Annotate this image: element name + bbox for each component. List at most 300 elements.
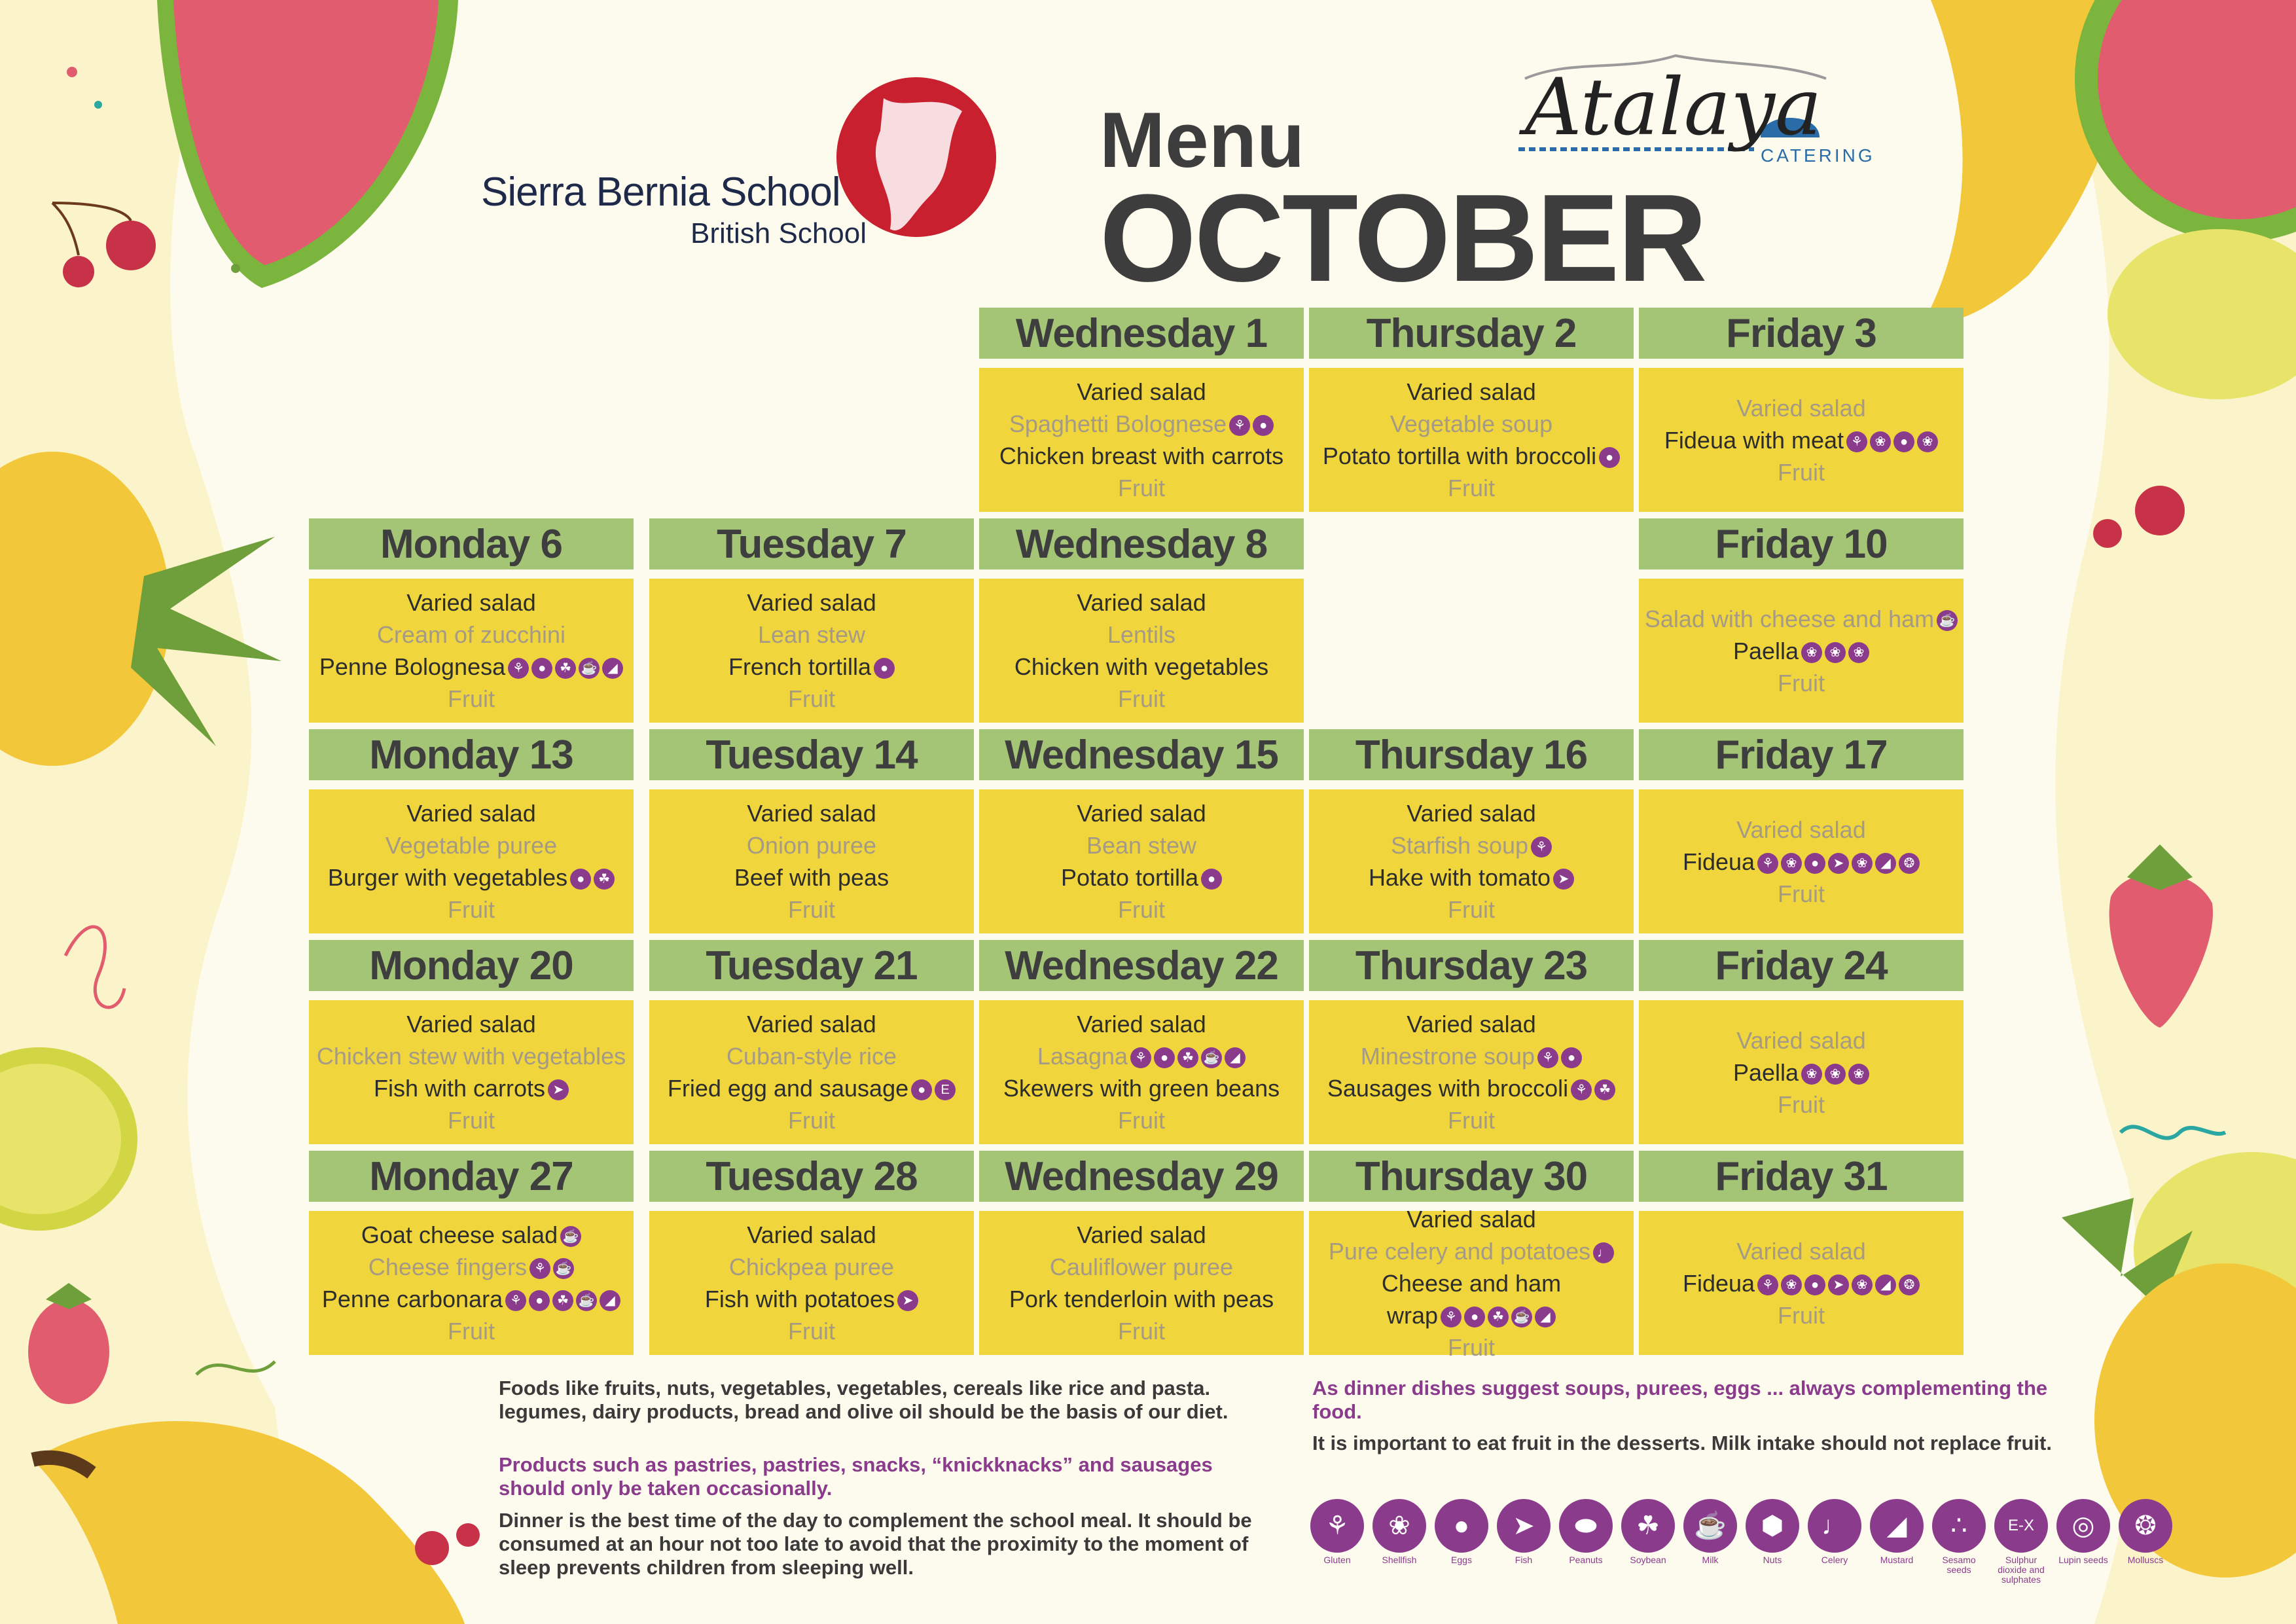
allergen-label: Mustard bbox=[1880, 1555, 1914, 1565]
dish-line bbox=[999, 440, 1283, 472]
fish-icon: ➤ bbox=[1828, 853, 1849, 874]
gluten-icon: ⚘ bbox=[1571, 1079, 1592, 1100]
dish-line bbox=[1369, 861, 1574, 893]
dish-line bbox=[1778, 456, 1825, 488]
dish-line bbox=[1407, 376, 1535, 408]
dish-name: Fruit bbox=[1118, 685, 1165, 712]
mustard-icon: ◢ bbox=[1535, 1307, 1556, 1327]
dish-line bbox=[734, 861, 889, 893]
dish-name: wrap bbox=[1386, 1301, 1439, 1329]
eggs-icon: ● bbox=[911, 1079, 932, 1100]
dish-line bbox=[747, 586, 876, 619]
dish-line bbox=[747, 829, 876, 861]
dish-line bbox=[377, 619, 565, 651]
dish-line bbox=[1448, 472, 1495, 504]
dish-line bbox=[1086, 829, 1196, 861]
shellfish-icon: ❀ bbox=[1852, 1274, 1873, 1295]
shellfish-icon: ❀ bbox=[1781, 1274, 1802, 1295]
day-header: Wednesday 15 bbox=[979, 729, 1304, 780]
dish-line bbox=[1327, 1072, 1615, 1104]
dish-name: Varied salad bbox=[406, 1011, 536, 1038]
dish-name: Fideua bbox=[1682, 848, 1755, 875]
allergen-item bbox=[1308, 1499, 1367, 1565]
dish-name: Cheese and ham bbox=[1381, 1269, 1562, 1297]
dish-name: Varied salad bbox=[1407, 1205, 1536, 1233]
dish-line bbox=[1778, 1089, 1825, 1121]
day-menu-cell bbox=[1639, 1000, 1964, 1144]
dish-name: Cuban-style rice bbox=[726, 1043, 897, 1070]
eggs-icon: ● bbox=[570, 869, 591, 890]
dish-line bbox=[1061, 861, 1222, 893]
dish-name: Potato tortilla bbox=[1060, 864, 1199, 891]
dish-line bbox=[1118, 893, 1165, 926]
dish-line bbox=[1407, 1203, 1535, 1235]
dish-name: Varied salad bbox=[406, 800, 536, 827]
dish-name: Varied salad bbox=[1077, 378, 1206, 405]
dish-line bbox=[386, 829, 557, 861]
dish-line bbox=[1118, 1104, 1165, 1136]
shellfish-icon: ❀ bbox=[1781, 853, 1802, 874]
sulphites-icon: E-X bbox=[1994, 1499, 2048, 1553]
dish-line bbox=[1778, 667, 1825, 699]
dish-name: Fideua bbox=[1682, 1269, 1755, 1297]
dish-line bbox=[788, 893, 835, 926]
dish-name: Varied salad bbox=[1407, 1011, 1536, 1038]
day-header: Wednesday 22 bbox=[979, 940, 1304, 991]
dish-name: Fruit bbox=[448, 1318, 495, 1344]
day-header: Thursday 2 bbox=[1309, 308, 1634, 359]
gluten-icon: ⚘ bbox=[1537, 1047, 1558, 1068]
fish-icon: ➤ bbox=[1828, 1274, 1849, 1295]
dish-line bbox=[1118, 683, 1165, 715]
allergen-label: Gluten bbox=[1323, 1555, 1351, 1565]
eggs-icon: ● bbox=[1253, 415, 1274, 436]
dish-name: Fruit bbox=[788, 1318, 835, 1344]
dish-line bbox=[368, 1251, 574, 1283]
milk-icon: ☕ bbox=[1937, 610, 1958, 631]
day-menu-cell bbox=[979, 1000, 1304, 1144]
mustard-icon: ◢ bbox=[600, 1290, 620, 1311]
dish-name: Potato tortilla with broccoli bbox=[1322, 442, 1597, 469]
dish-line bbox=[788, 683, 835, 715]
allergen-label: Sesamo seeds bbox=[1942, 1555, 1976, 1575]
shellfish-icon: ❀ bbox=[1848, 642, 1869, 663]
dish-name: Fruit bbox=[1118, 475, 1165, 501]
dish-name: Fruit bbox=[1448, 1107, 1495, 1134]
allergen-label: Shellfish bbox=[1382, 1555, 1417, 1565]
dish-name: Varied salad bbox=[747, 1011, 876, 1038]
dish-line bbox=[1645, 603, 1958, 635]
dish-line bbox=[1387, 1299, 1556, 1331]
allergen-label: Lupin seeds bbox=[2058, 1555, 2108, 1565]
school-globe-logo bbox=[836, 77, 996, 237]
soybean-icon: ☘ bbox=[594, 869, 615, 890]
note-dinner-suggestions: As dinner dishes suggest soups, purees, eggs ... always complementing the food. bbox=[1312, 1377, 2048, 1423]
gluten-icon: ⚘ bbox=[1310, 1499, 1364, 1553]
dish-name: Fruit bbox=[1448, 475, 1495, 501]
dish-line bbox=[1037, 1040, 1246, 1072]
day-menu-cell bbox=[1639, 579, 1964, 723]
shellfish-icon: ❀ bbox=[1801, 1064, 1822, 1085]
milk-icon: ☕ bbox=[576, 1290, 597, 1311]
soybean-icon: ☘ bbox=[1488, 1307, 1509, 1327]
dish-line bbox=[1448, 893, 1495, 926]
soybean-icon: ☘ bbox=[552, 1290, 573, 1311]
dish-line bbox=[1683, 1267, 1920, 1299]
fish-icon: ➤ bbox=[1497, 1499, 1551, 1553]
dish-line bbox=[317, 1040, 626, 1072]
day-menu-cell bbox=[979, 1211, 1304, 1355]
dish-name: Fish with carrots bbox=[373, 1075, 546, 1102]
gluten-icon: ⚘ bbox=[508, 658, 529, 679]
dish-line bbox=[788, 1104, 835, 1136]
dish-name: Varied salad bbox=[747, 800, 876, 827]
day-header: Tuesday 14 bbox=[649, 729, 974, 780]
mustard-icon: ◢ bbox=[602, 658, 623, 679]
day-menu-cell bbox=[1309, 1205, 1634, 1361]
dish-line bbox=[1107, 619, 1175, 651]
allergen-item bbox=[1556, 1499, 1615, 1565]
page-title: Menu bbox=[1100, 96, 1305, 184]
dish-line bbox=[448, 1104, 495, 1136]
note-occasional-foods: Products such as pastries, pastries, snacks, “knickknacks” and sausages should only be taken occasionally. bbox=[499, 1453, 1213, 1500]
dish-name: Varied salad bbox=[1077, 800, 1206, 827]
shellfish-icon: ❀ bbox=[1825, 1064, 1846, 1085]
mustard-icon: ◢ bbox=[1870, 1499, 1924, 1553]
allergen-label: Celery bbox=[1821, 1555, 1848, 1565]
dish-line bbox=[668, 1072, 956, 1104]
celery-icon: ♩ bbox=[1593, 1242, 1614, 1263]
molluscs-icon: ❂ bbox=[1899, 1274, 1920, 1295]
day-menu-cell bbox=[1309, 368, 1634, 512]
milk-icon: ☕ bbox=[1683, 1499, 1737, 1553]
day-header: Thursday 30 bbox=[1309, 1151, 1634, 1202]
allergen-label: Molluscs bbox=[2127, 1555, 2164, 1565]
dish-line bbox=[1014, 651, 1268, 683]
dish-line bbox=[1009, 1283, 1274, 1315]
day-menu-cell bbox=[309, 1211, 634, 1355]
dish-name: Fruit bbox=[1118, 896, 1165, 923]
dish-line bbox=[1736, 1024, 1865, 1056]
eggs-icon: ● bbox=[1599, 447, 1620, 468]
watermelon-illustration bbox=[157, 0, 458, 288]
dish-line bbox=[448, 893, 495, 926]
soybean-icon: ☘ bbox=[555, 658, 576, 679]
gluten-icon: ⚘ bbox=[1846, 431, 1867, 452]
dish-line bbox=[1329, 1235, 1614, 1267]
dish-line bbox=[1118, 1315, 1165, 1347]
dish-line bbox=[1077, 1219, 1206, 1251]
dish-name: Burger with vegetables bbox=[327, 864, 568, 891]
eggs-icon: ● bbox=[531, 658, 552, 679]
dish-line bbox=[406, 797, 535, 829]
shellfish-icon: ❀ bbox=[1870, 431, 1891, 452]
shellfish-icon: ❀ bbox=[1917, 431, 1938, 452]
dish-name: Goat cheese salad bbox=[361, 1221, 558, 1248]
milk-icon: ☕ bbox=[1511, 1307, 1532, 1327]
dish-line bbox=[1382, 1267, 1561, 1299]
dish-name: Varied salad bbox=[1077, 589, 1206, 616]
note-dinner-time: Dinner is the best time of the day to complement the school meal. It should be consumed at an hour not too late to avoid that the proximity to the moment of sleep prevents children from sleeping well. bbox=[499, 1509, 1252, 1579]
dish-name: Fruit bbox=[448, 685, 495, 712]
allergen-label: Fish bbox=[1515, 1555, 1533, 1565]
dish-name: Sausages with broccoli bbox=[1327, 1075, 1569, 1102]
brand-subtitle: CATERING bbox=[1761, 145, 1875, 166]
dish-name: Fruit bbox=[788, 1107, 835, 1134]
dish-line bbox=[406, 586, 535, 619]
allergen-item bbox=[1432, 1499, 1491, 1565]
eggs-icon: ● bbox=[529, 1290, 550, 1311]
dish-name: Beef with peas bbox=[734, 864, 889, 891]
dish-line bbox=[747, 1008, 876, 1040]
allergen-item bbox=[1619, 1499, 1677, 1565]
dish-line bbox=[322, 1283, 620, 1315]
allergen-item bbox=[1992, 1499, 2051, 1585]
day-menu-cell bbox=[649, 1000, 974, 1144]
day-menu-cell bbox=[979, 789, 1304, 933]
day-header: Friday 31 bbox=[1639, 1151, 1964, 1202]
dish-name: Lentils bbox=[1107, 621, 1176, 648]
dish-name: Varied salad bbox=[1736, 1026, 1866, 1054]
allergen-label: Sulphur dioxide and sulphates bbox=[1998, 1555, 2045, 1585]
dish-line bbox=[319, 651, 623, 683]
day-menu-cell bbox=[309, 1000, 634, 1144]
sesame-icon: ∴ bbox=[1932, 1499, 1986, 1553]
day-header: Tuesday 28 bbox=[649, 1151, 974, 1202]
day-menu-cell bbox=[979, 368, 1304, 512]
eggs-icon: ● bbox=[1804, 853, 1825, 874]
brand-name: Atalaya bbox=[1525, 62, 1822, 153]
dish-name: Pork tenderloin with peas bbox=[1009, 1286, 1274, 1312]
day-menu-cell bbox=[1639, 368, 1964, 512]
month-title: OCTOBER bbox=[1100, 169, 1706, 308]
sulphites-icon: E bbox=[935, 1079, 956, 1100]
dish-name: Onion puree bbox=[746, 832, 877, 859]
dish-line bbox=[1050, 1251, 1233, 1283]
day-menu-cell bbox=[979, 579, 1304, 723]
dish-name: Fruit bbox=[1778, 880, 1825, 907]
eggs-icon: ● bbox=[1464, 1307, 1485, 1327]
dish-line bbox=[1778, 878, 1825, 910]
dish-name: Chickpea puree bbox=[728, 1254, 895, 1280]
dish-name: Varied salad bbox=[747, 589, 876, 616]
dish-line bbox=[1407, 797, 1535, 829]
eggs-icon: ● bbox=[1435, 1499, 1488, 1553]
dish-name: Fruit bbox=[1448, 1333, 1495, 1361]
dish-line bbox=[729, 1251, 894, 1283]
gluten-icon: ⚘ bbox=[1130, 1047, 1151, 1068]
day-header: Wednesday 29 bbox=[979, 1151, 1304, 1202]
shellfish-icon: ❀ bbox=[1372, 1499, 1426, 1553]
allergen-item bbox=[1494, 1499, 1553, 1565]
dish-name: Chicken with vegetables bbox=[1014, 653, 1269, 680]
gluten-icon: ⚘ bbox=[1531, 837, 1552, 857]
dish-line bbox=[788, 1315, 835, 1347]
dish-name: Fried egg and sausage bbox=[667, 1075, 909, 1102]
dish-name: Fruit bbox=[1118, 1318, 1165, 1344]
dish-line bbox=[328, 861, 615, 893]
allergen-label: Soybean bbox=[1630, 1555, 1666, 1565]
molluscs-icon: ❂ bbox=[1899, 853, 1920, 874]
milk-icon: ☕ bbox=[560, 1226, 581, 1247]
dish-name: Fruit bbox=[448, 896, 495, 923]
dish-name: Fruit bbox=[1778, 1301, 1825, 1329]
nuts-icon: ⬢ bbox=[1746, 1499, 1799, 1553]
milk-icon: ☕ bbox=[553, 1258, 574, 1279]
dish-name: Fruit bbox=[1778, 669, 1825, 696]
eggs-icon: ● bbox=[1804, 1274, 1825, 1295]
gluten-icon: ⚘ bbox=[1229, 415, 1250, 436]
dish-name: Varied salad bbox=[1736, 1237, 1866, 1265]
dish-name: Fruit bbox=[1778, 458, 1825, 486]
fish-icon: ➤ bbox=[548, 1079, 569, 1100]
dish-line bbox=[448, 683, 495, 715]
day-header: Tuesday 21 bbox=[649, 940, 974, 991]
day-header: Friday 24 bbox=[1639, 940, 1964, 991]
soybean-icon: ☘ bbox=[1594, 1079, 1615, 1100]
dish-name: Fruit bbox=[788, 685, 835, 712]
eggs-icon: ● bbox=[1893, 431, 1914, 452]
dish-line bbox=[1077, 376, 1206, 408]
shellfish-icon: ❀ bbox=[1825, 642, 1846, 663]
allergen-label: Eggs bbox=[1451, 1555, 1472, 1565]
allergen-label: Milk bbox=[1702, 1555, 1719, 1565]
eggs-icon: ● bbox=[874, 658, 895, 679]
allergen-item bbox=[1370, 1499, 1429, 1565]
day-menu-cell bbox=[1639, 789, 1964, 933]
day-menu-cell bbox=[309, 789, 634, 933]
dish-line bbox=[1077, 1008, 1206, 1040]
school-subtitle: British School bbox=[691, 217, 867, 249]
day-header: Monday 27 bbox=[309, 1151, 634, 1202]
day-header: Friday 17 bbox=[1639, 729, 1964, 780]
dish-name: Salad with cheese and ham bbox=[1644, 605, 1935, 632]
day-menu-cell bbox=[1309, 789, 1634, 933]
dish-line bbox=[1736, 392, 1865, 424]
dish-line bbox=[1736, 814, 1865, 846]
dish-line bbox=[1003, 1072, 1280, 1104]
dish-name: Pure celery and potatoes bbox=[1328, 1237, 1591, 1265]
dish-name: Vegetable puree bbox=[385, 832, 558, 859]
milk-icon: ☕ bbox=[579, 658, 600, 679]
dish-name: Penne carbonara bbox=[321, 1286, 503, 1312]
mustard-icon: ◢ bbox=[1875, 1274, 1896, 1295]
shellfish-icon: ❀ bbox=[1848, 1064, 1869, 1085]
fish-icon: ➤ bbox=[1553, 869, 1574, 890]
allergen-item bbox=[1805, 1499, 1864, 1565]
dish-name: Starfish soup bbox=[1390, 832, 1529, 859]
allergen-item bbox=[1867, 1499, 1926, 1565]
dish-name: Fruit bbox=[1118, 1107, 1165, 1134]
dish-line bbox=[361, 1219, 581, 1251]
dish-name: Cream of zucchini bbox=[376, 621, 566, 648]
dish-line bbox=[726, 1040, 897, 1072]
dish-line bbox=[1361, 1040, 1582, 1072]
dish-name: French tortilla bbox=[728, 653, 872, 680]
dish-line bbox=[1077, 797, 1206, 829]
day-menu-cell bbox=[649, 579, 974, 723]
dish-line bbox=[374, 1072, 569, 1104]
day-header: Monday 6 bbox=[309, 518, 634, 569]
day-header: Friday 10 bbox=[1639, 518, 1964, 569]
allergen-label: Peanuts bbox=[1569, 1555, 1603, 1565]
day-header: Monday 20 bbox=[309, 940, 634, 991]
dish-line bbox=[1077, 586, 1206, 619]
school-name: Sierra Bernia School bbox=[481, 170, 840, 215]
dish-line bbox=[448, 1315, 495, 1347]
day-menu-cell bbox=[1309, 1000, 1634, 1144]
day-header: Friday 3 bbox=[1639, 308, 1964, 359]
dish-line bbox=[1778, 1299, 1825, 1331]
dish-name: Fish with potatoes bbox=[704, 1286, 895, 1312]
eggs-icon: ● bbox=[1561, 1047, 1582, 1068]
allergen-item bbox=[2054, 1499, 2113, 1565]
day-menu-cell bbox=[1639, 1211, 1964, 1355]
dish-name: Minestrone soup bbox=[1360, 1043, 1535, 1070]
day-header: Tuesday 7 bbox=[649, 518, 974, 569]
note-fruit-desserts: It is important to eat fruit in the desserts. Milk intake should not replace fruit. bbox=[1312, 1432, 2052, 1454]
allergen-label: Nuts bbox=[1763, 1555, 1782, 1565]
dish-name: Skewers with green beans bbox=[1003, 1075, 1280, 1102]
dish-name: Chicken stew with vegetables bbox=[316, 1043, 626, 1070]
dish-line bbox=[1733, 1056, 1869, 1089]
molluscs-icon: ❂ bbox=[2119, 1499, 2172, 1553]
dish-name: Vegetable soup bbox=[1390, 410, 1553, 437]
dish-name: Varied salad bbox=[747, 1221, 876, 1248]
allergen-item bbox=[1681, 1499, 1740, 1565]
dish-name: Lean stew bbox=[757, 621, 866, 648]
day-header: Thursday 23 bbox=[1309, 940, 1634, 991]
eggs-icon: ● bbox=[1201, 869, 1222, 890]
dish-line bbox=[728, 651, 895, 683]
gluten-icon: ⚘ bbox=[1441, 1307, 1462, 1327]
dish-name: Fruit bbox=[1778, 1091, 1825, 1118]
dish-name: Fruit bbox=[1448, 896, 1495, 923]
dish-line bbox=[758, 619, 865, 651]
gluten-icon: ⚘ bbox=[1757, 1274, 1778, 1295]
dish-name: Penne Bolognesa bbox=[319, 653, 506, 680]
dish-line bbox=[1390, 408, 1552, 440]
gluten-icon: ⚘ bbox=[505, 1290, 526, 1311]
mustard-icon: ◢ bbox=[1225, 1047, 1246, 1068]
shellfish-icon: ❀ bbox=[1852, 853, 1873, 874]
dish-name: Chicken breast with carrots bbox=[999, 442, 1284, 469]
soybean-icon: ☘ bbox=[1621, 1499, 1675, 1553]
dish-line bbox=[747, 797, 876, 829]
note-healthy-diet: Foods like fruits, nuts, vegetables, vegetables, cereals like rice and pasta. legumes, dairy products, bread and olive oil should be the basis of our diet. bbox=[499, 1377, 1229, 1423]
lupin-icon: ◎ bbox=[2056, 1499, 2110, 1553]
fish-icon: ➤ bbox=[897, 1290, 918, 1311]
day-menu-cell bbox=[649, 1211, 974, 1355]
dish-name: Cauliflower puree bbox=[1049, 1254, 1234, 1280]
dish-line bbox=[705, 1283, 918, 1315]
dish-name: Varied salad bbox=[1736, 394, 1866, 422]
dish-name: Varied salad bbox=[1077, 1221, 1206, 1248]
dish-line bbox=[406, 1008, 535, 1040]
dish-line bbox=[1664, 424, 1938, 456]
dish-line bbox=[1323, 440, 1620, 472]
dish-name: Hake with tomato bbox=[1368, 864, 1551, 891]
eggs-icon: ● bbox=[1154, 1047, 1175, 1068]
milk-icon: ☕ bbox=[1201, 1047, 1222, 1068]
dish-line bbox=[1683, 846, 1920, 878]
peanuts-icon: ⬬ bbox=[1559, 1499, 1613, 1553]
allergen-item bbox=[1929, 1499, 1988, 1575]
day-header: Wednesday 1 bbox=[979, 308, 1304, 359]
allergen-item bbox=[2116, 1499, 2175, 1565]
dish-name: Varied salad bbox=[1077, 1011, 1206, 1038]
day-header: Thursday 16 bbox=[1309, 729, 1634, 780]
